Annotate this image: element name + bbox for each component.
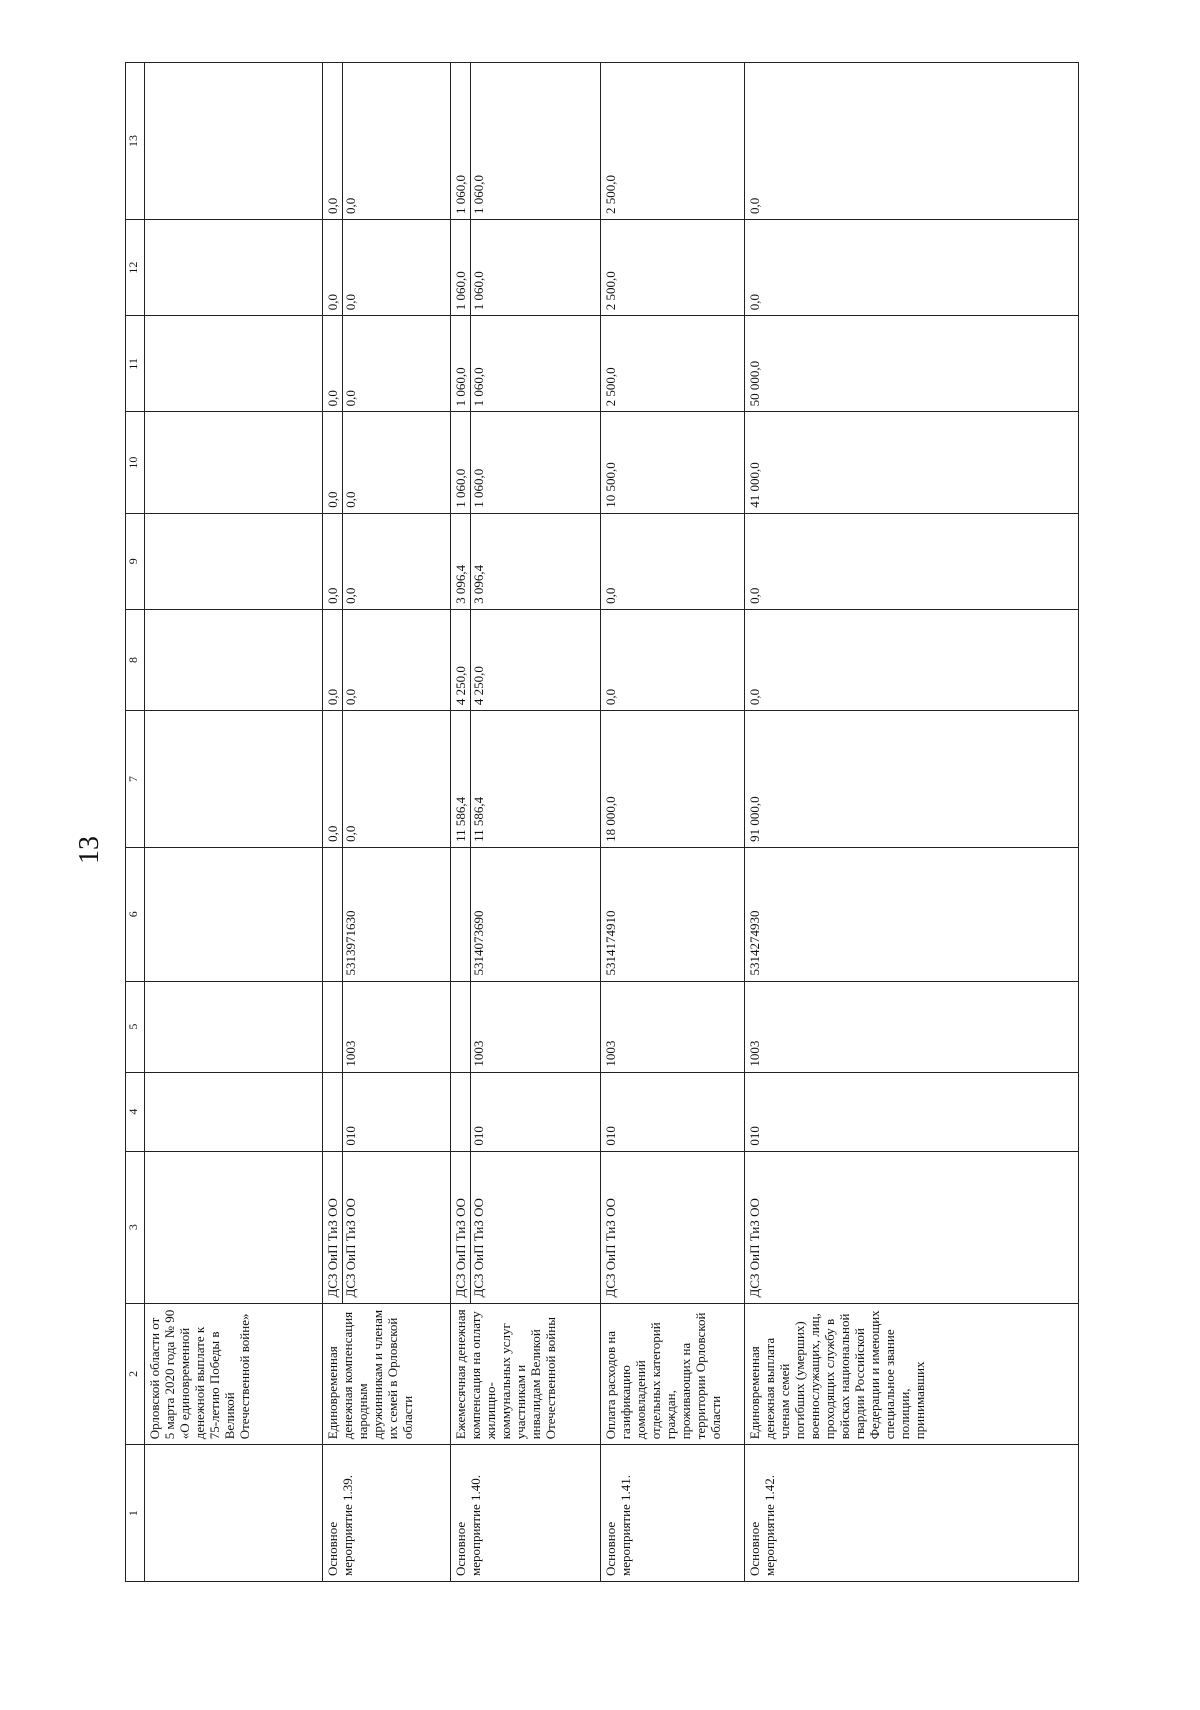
- column-header: 8: [126, 609, 145, 710]
- col3-cell: [145, 1151, 323, 1303]
- col10-cell: [745, 412, 1079, 513]
- measure-name-cell: Оплата расходов на газификацию домовладений отдельных категорий граждан, проживающих на территории Орловской области: [601, 1303, 745, 1445]
- sub-row-value: 1003: [343, 1040, 358, 1067]
- col3-cell: [323, 1151, 451, 1303]
- sub-row-value: 0,0: [323, 220, 343, 315]
- col4-cell: [601, 1072, 745, 1151]
- col12-cell: [601, 220, 745, 316]
- sub-row-value: 0,0: [343, 688, 358, 706]
- sub-row-value: [145, 982, 164, 1072]
- sub-row-value: 4 250,0: [471, 666, 486, 706]
- sub-row-value: 3 096,4: [451, 514, 471, 609]
- sub-row-value: [451, 848, 471, 981]
- col5-cell: [451, 981, 601, 1072]
- sub-row-value: [451, 1073, 471, 1151]
- sub-row-value: 0,0: [343, 825, 358, 842]
- column-header: 2: [126, 1303, 145, 1445]
- col6-cell: [601, 847, 745, 981]
- column-header: 11: [126, 316, 145, 412]
- sub-row-value: 0,0: [747, 587, 762, 604]
- sub-row-value: 41 000,0: [747, 462, 762, 508]
- sub-row-value: 010: [343, 1126, 358, 1146]
- col7-cell: [601, 711, 745, 848]
- col11-cell: [323, 316, 451, 412]
- sub-row-value: 1 060,0: [451, 316, 471, 411]
- col5-cell: [601, 981, 745, 1072]
- col5-cell: [145, 981, 323, 1072]
- sub-row-value: [323, 848, 343, 981]
- sub-row-value: 010: [747, 1126, 762, 1146]
- column-header: 10: [126, 412, 145, 513]
- sub-row-value: [145, 711, 164, 847]
- col10-cell: [323, 412, 451, 513]
- col5-cell: [745, 981, 1079, 1072]
- budget-table: [125, 62, 1079, 1582]
- table-row: [145, 63, 323, 1582]
- col8-cell: [323, 609, 451, 710]
- table-body: [145, 63, 1079, 1582]
- measure-name-cell: Единовременная денежная выплата членам семей погибших (умерших) военнослужащих, лиц, проходящих службу в войсках национальной гвардии Российской Федерации и имеющих специальное звание полиции, принимавших: [745, 1303, 1079, 1445]
- col8-cell: [451, 609, 601, 710]
- col13-cell: [601, 63, 745, 220]
- sub-row-value: 0,0: [343, 587, 358, 604]
- sub-row-value: 1003: [747, 1040, 762, 1067]
- sub-row-value: 4 250,0: [451, 610, 471, 710]
- sub-row-value: 0,0: [603, 688, 618, 706]
- sub-row-value: 1003: [471, 1040, 486, 1067]
- sub-row-value: ДСЗ ОиП ТиЗ ОО: [343, 1198, 358, 1298]
- sub-row-value: 1 060,0: [471, 271, 486, 311]
- sub-row-value: 5314174910: [603, 910, 618, 976]
- table-row: [745, 63, 1079, 1582]
- col3-cell: [601, 1151, 745, 1303]
- col9-cell: [145, 513, 323, 609]
- sub-row-value: [145, 220, 164, 315]
- sub-row-value: 5314274930: [747, 910, 762, 976]
- col11-cell: [745, 316, 1079, 412]
- col13-cell: [745, 63, 1079, 220]
- col11-cell: [601, 316, 745, 412]
- sub-row-value: 0,0: [603, 587, 618, 604]
- sub-row-value: 0,0: [343, 491, 358, 508]
- col11-cell: [451, 316, 601, 412]
- sub-row-value: [323, 1073, 343, 1151]
- sub-row-value: 0,0: [323, 412, 343, 512]
- col10-cell: [451, 412, 601, 513]
- sub-row-value: 0,0: [747, 293, 762, 311]
- sub-row-value: ДСЗ ОиП ТиЗ ОО: [323, 1152, 343, 1303]
- table-row: [323, 63, 451, 1582]
- column-header-row: [126, 63, 145, 1582]
- sub-row-value: [145, 412, 164, 512]
- column-header: 13: [126, 63, 145, 220]
- table-row: [601, 63, 745, 1582]
- col13-cell: [145, 63, 323, 220]
- col9-cell: [451, 513, 601, 609]
- col8-cell: [745, 609, 1079, 710]
- col9-cell: [745, 513, 1079, 609]
- col7-cell: [451, 711, 601, 848]
- sub-row-value: [145, 316, 164, 411]
- col12-cell: [323, 220, 451, 316]
- table-row: [451, 63, 601, 1582]
- col6-cell: [323, 847, 451, 981]
- sub-row-value: 1 060,0: [471, 175, 486, 215]
- col7-cell: [145, 711, 323, 848]
- sub-row-value: ДСЗ ОиП ТиЗ ОО: [603, 1198, 618, 1298]
- col12-cell: [145, 220, 323, 316]
- col11-cell: [145, 316, 323, 412]
- col9-cell: [323, 513, 451, 609]
- col10-cell: [145, 412, 323, 513]
- measure-code-cell: Основное мероприятие 1.39.: [323, 1445, 451, 1582]
- sub-row-value: 10 500,0: [603, 462, 618, 508]
- sub-row-value: 5313971630: [343, 910, 358, 976]
- sub-row-value: [145, 848, 164, 981]
- col3-cell: [745, 1151, 1079, 1303]
- sub-row-value: 0,0: [343, 390, 358, 407]
- column-header: 12: [126, 220, 145, 316]
- col13-cell: [451, 63, 601, 220]
- measure-name-cell: Единовременная денежная компенсация народным дружинникам и членам их семей в Орловской области: [323, 1303, 451, 1445]
- col7-cell: [745, 711, 1079, 848]
- sub-row-value: 1 060,0: [451, 412, 471, 512]
- sub-row-value: 0,0: [343, 197, 358, 215]
- col10-cell: [601, 412, 745, 513]
- sub-row-value: 0,0: [323, 63, 343, 219]
- rotated-table-wrapper: [125, 62, 1077, 1582]
- sub-row-value: 11 586,4: [471, 796, 486, 842]
- sub-row-value: [145, 1073, 164, 1151]
- sub-row-value: 010: [603, 1126, 618, 1146]
- col4-cell: [145, 1072, 323, 1151]
- sub-row-value: 0,0: [323, 711, 343, 847]
- column-header: 3: [126, 1151, 145, 1303]
- col12-cell: [745, 220, 1079, 316]
- measure-code-cell: Основное мероприятие 1.41.: [601, 1445, 745, 1582]
- col4-cell: [451, 1072, 601, 1151]
- sub-row-value: 50 000,0: [747, 360, 762, 407]
- sub-row-value: 3 096,4: [471, 564, 486, 604]
- page-number: 13: [74, 836, 105, 864]
- sub-row-value: [323, 982, 343, 1072]
- col6-cell: [145, 847, 323, 981]
- column-header: 9: [126, 513, 145, 609]
- measure-name-cell: Ежемесячная денежная компенсация на оплату жилищно-коммунальных услуг участникам и инвалидам Великой Отечественной войны: [451, 1303, 601, 1445]
- sub-row-value: [451, 982, 471, 1072]
- col8-cell: [601, 609, 745, 710]
- sub-row-value: 1 060,0: [451, 220, 471, 315]
- col4-cell: [745, 1072, 1079, 1151]
- col6-cell: [451, 847, 601, 981]
- col13-cell: [323, 63, 451, 220]
- sub-row-value: ДСЗ ОиП ТиЗ ОО: [451, 1152, 471, 1303]
- col6-cell: [745, 847, 1079, 981]
- sub-row-value: [145, 514, 164, 609]
- sub-row-value: 2 500,0: [603, 367, 618, 407]
- sub-row-value: 1003: [603, 1040, 618, 1067]
- sub-row-value: 91 000,0: [747, 796, 762, 842]
- sub-row-value: 5314073690: [471, 910, 486, 976]
- sub-row-value: 1 060,0: [471, 468, 486, 508]
- sub-row-value: 0,0: [343, 293, 358, 311]
- col4-cell: [323, 1072, 451, 1151]
- sub-row-value: 010: [471, 1126, 486, 1146]
- sub-row-value: 0,0: [747, 197, 762, 215]
- column-header: 1: [126, 1445, 145, 1582]
- sub-row-value: 2 500,0: [603, 271, 618, 311]
- column-header: 7: [126, 711, 145, 848]
- col3-cell: [451, 1151, 601, 1303]
- column-header: 6: [126, 847, 145, 981]
- col7-cell: [323, 711, 451, 848]
- sub-row-value: 0,0: [323, 610, 343, 710]
- measure-code-cell: Основное мероприятие 1.40.: [451, 1445, 601, 1582]
- sub-row-value: [145, 1152, 164, 1303]
- sub-row-value: 0,0: [323, 316, 343, 411]
- sub-row-value: 11 586,4: [451, 711, 471, 847]
- col12-cell: [451, 220, 601, 316]
- column-header: 5: [126, 981, 145, 1072]
- sub-row-value: 0,0: [747, 688, 762, 706]
- col9-cell: [601, 513, 745, 609]
- sub-row-value: 18 000,0: [603, 796, 618, 842]
- sub-row-value: 1 060,0: [451, 63, 471, 219]
- sub-row-value: ДСЗ ОиП ТиЗ ОО: [471, 1198, 486, 1298]
- col5-cell: [323, 981, 451, 1072]
- column-header: 4: [126, 1072, 145, 1151]
- measure-name-cell: Орловской области от 5 марта 2020 года № 90 «О единовременной денежной выплате к 75-летию Победы в Великой Отечественной войне»: [145, 1303, 323, 1445]
- sub-row-value: ДСЗ ОиП ТиЗ ОО: [747, 1198, 762, 1298]
- sub-row-value: 0,0: [323, 514, 343, 609]
- sub-row-value: [145, 610, 164, 710]
- col8-cell: [145, 609, 323, 710]
- measure-code-cell: [145, 1445, 323, 1582]
- measure-code-cell: Основное мероприятие 1.42.: [745, 1445, 1079, 1582]
- sub-row-value: 1 060,0: [471, 367, 486, 407]
- sub-row-value: [145, 63, 164, 219]
- sub-row-value: 2 500,0: [603, 175, 618, 215]
